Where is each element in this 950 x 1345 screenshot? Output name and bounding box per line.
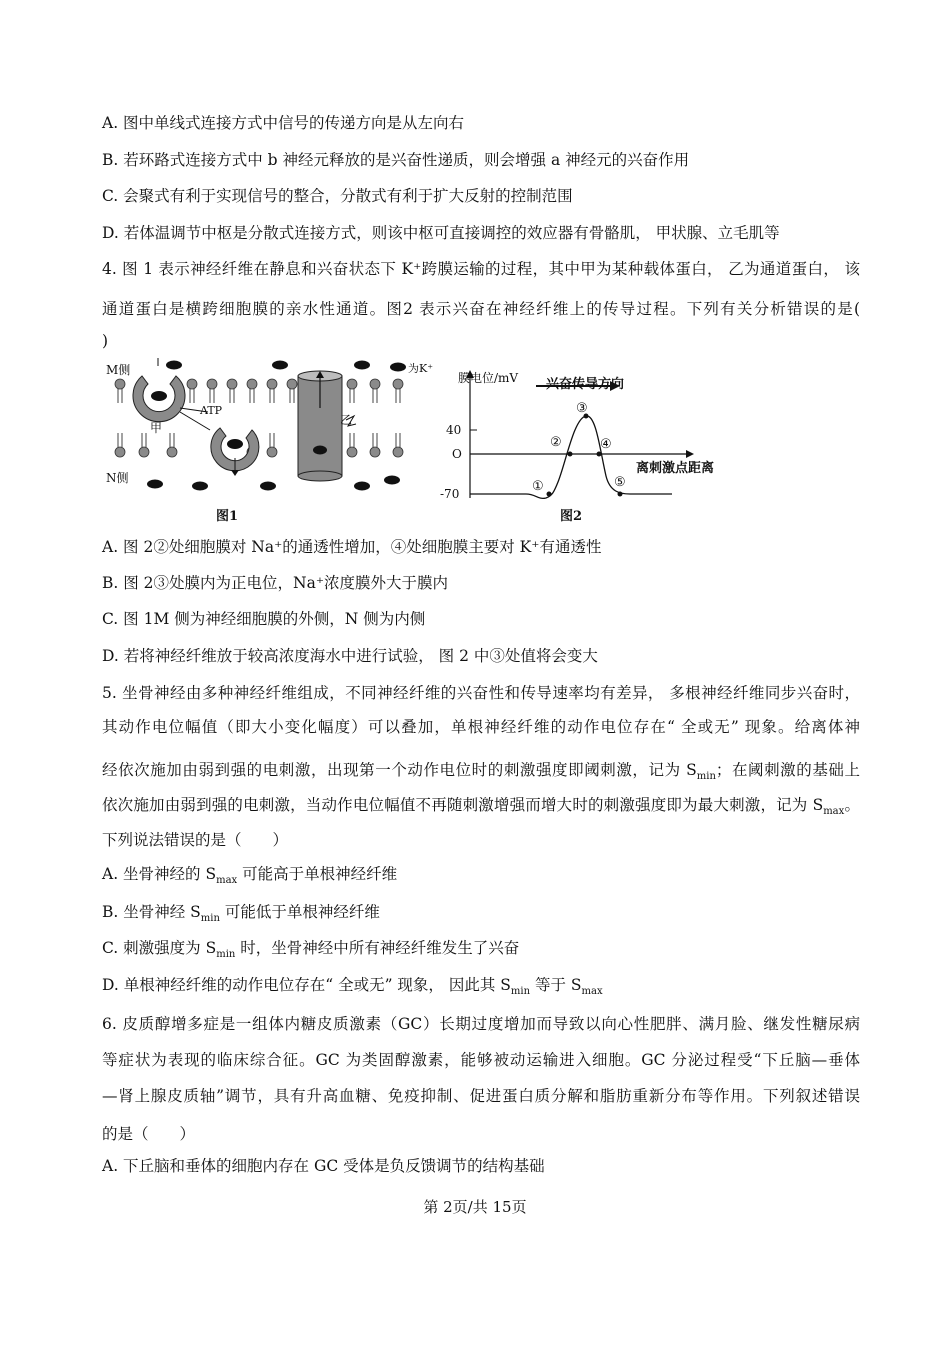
text-line-q6-4: 的是（ ） [102, 1125, 196, 1143]
text-line-q5-3: 经依次施加由弱到强的电刺激，出现第一个动作电位时的刺激强度即阈刺激，记为 $S_{min}$；在阈刺激的基础上 [102, 761, 860, 783]
tick-0: O [452, 447, 462, 461]
point-5-label: ⑤ [614, 475, 626, 490]
jia-label: 甲 [150, 421, 163, 435]
text-line-q5-1: 5. 坐骨神经由多种神经纤维组成，不同神经纤维的兴奋性和传导速率均有差异， 多根神经纤维同步兴奋时， [102, 684, 860, 702]
text-line-q3b: B. 若环路式连接方式中 b 神经元释放的是兴奋性递质，则会增强 a 神经元的兴奋作用 [102, 151, 690, 169]
text-line-q5-5: 下列说法错误的是（ ） [102, 831, 289, 849]
text-line-q5-2: 其动作电位幅值（即大小变化幅度）可以叠加，单根神经纤维的动作电位存在“ 全或无” 现象。给离体神 [102, 718, 860, 736]
figure-area [100, 358, 750, 530]
text-line-q4c: C. 图 1M 侧为神经细胞膜的外侧，N 侧为内侧 [102, 610, 426, 628]
n-side-label: N侧 [106, 471, 129, 485]
tick-40: 40 [446, 423, 462, 437]
direction-label: 兴奋传导方向 [546, 377, 625, 392]
point-2-label: ② [550, 435, 562, 450]
text-line-q4-1: 4. 图 1 表示神经纤维在静息和兴奋状态下 K⁺跨膜运输的过程，其中甲为某种载体蛋白， 乙为通道蛋白， 该 [102, 260, 860, 278]
text-line-q6a: A. 下丘脑和垂体的细胞内存在 GC 受体是负反馈调节的结构基础 [102, 1157, 545, 1175]
text-line-q6-1: 6. 皮质醇增多症是一组体内糖皮质激素（GC）长期过度增加而导致以向心性肥胖、满月脸、继发性糖尿病 [102, 1015, 860, 1033]
text-line-q5c: C. 刺激强度为 $S_{min}$ 时，坐骨神经中所有神经纤维发生了兴奋 [102, 939, 520, 961]
text-line-q5d: D. 单根神经纤维的动作电位存在“ 全或无” 现象， 因此其 $S_{min}$ 等于 $S_{max}$ [102, 976, 603, 998]
text-line-q5b: B. 坐骨神经 $S_{min}$ 可能低于单根神经纤维 [102, 903, 380, 925]
text-line-q4d: D. 若将神经纤维放于较高浓度海水中进行试验， 图 2 中③处值将会变大 [102, 647, 598, 665]
text-line-q6-2: 等症状为表现的临床综合征。GC 为类固醇激素，能够被动运输进入细胞。GC 分泌过程受“下丘脑—垂体 [102, 1051, 860, 1069]
figure2-caption: 图2 [560, 509, 583, 524]
text-line-q4a: A. 图 2②处细胞膜对 Na⁺的通透性增加，④处细胞膜主要对 K⁺有通透性 [102, 538, 602, 556]
point-4-label: ④ [600, 437, 612, 452]
page-footer: 第 2页/共 15页 [423, 1198, 527, 1216]
atp-label: ATP [200, 404, 223, 417]
tick-minus-70: -70 [440, 487, 460, 501]
yi-label: 乙 [340, 413, 353, 427]
text-line-q3a: A. 图中单线式连接方式中信号的传递方向是从左向右 [102, 114, 465, 132]
figures-svg [100, 358, 750, 530]
action-potential-curve [470, 416, 672, 498]
y-axis-label: 膜电位/mV [458, 371, 519, 385]
text-line-q4-3: ) [102, 332, 109, 350]
text-line-q6-3: —肾上腺皮质轴”调节，具有升高血糖、免疫抑制、促进蛋白质分解和脂肪重新分布等作用。下列叙述错误 [102, 1087, 860, 1105]
text-line-q3d: D. 若体温调节中枢是分散式连接方式，则该中枢可直接调控的效应器有骨骼肌， 甲状腺、立毛肌等 [102, 224, 780, 242]
m-side-label: M侧 [106, 363, 131, 377]
k-ions [147, 361, 406, 491]
text-line-q4b: B. 图 2③处膜内为正电位，Na⁺浓度膜外大于膜内 [102, 574, 449, 592]
text-line-q5a: A. 坐骨神经的 $S_{max}$ 可能高于单根神经纤维 [102, 865, 398, 887]
carrier-protein-jia [133, 358, 259, 476]
x-axis-label: 离刺激点距离 [636, 461, 715, 476]
text-line-q3c: C. 会聚式有利于实现信号的整合，分散式有利于扩大反射的控制范围 [102, 187, 573, 205]
k-legend-label: 为K⁺ [408, 362, 434, 375]
point-3-label: ③ [576, 401, 588, 416]
figure1-caption: 图1 [216, 509, 239, 524]
point-1-label: ① [532, 479, 544, 494]
text-line-q5-4: 依次施加由弱到强的电刺激，当动作电位幅值不再随刺激增强而增大时的刺激强度即为最大刺激，记为 $S_{max}$。 [102, 796, 860, 818]
text-line-q4-2: 通道蛋白是横跨细胞膜的亲水性通道。图2 表示兴奋在神经纤维上的传导过程。下列有关分析错误的是( [102, 300, 860, 318]
